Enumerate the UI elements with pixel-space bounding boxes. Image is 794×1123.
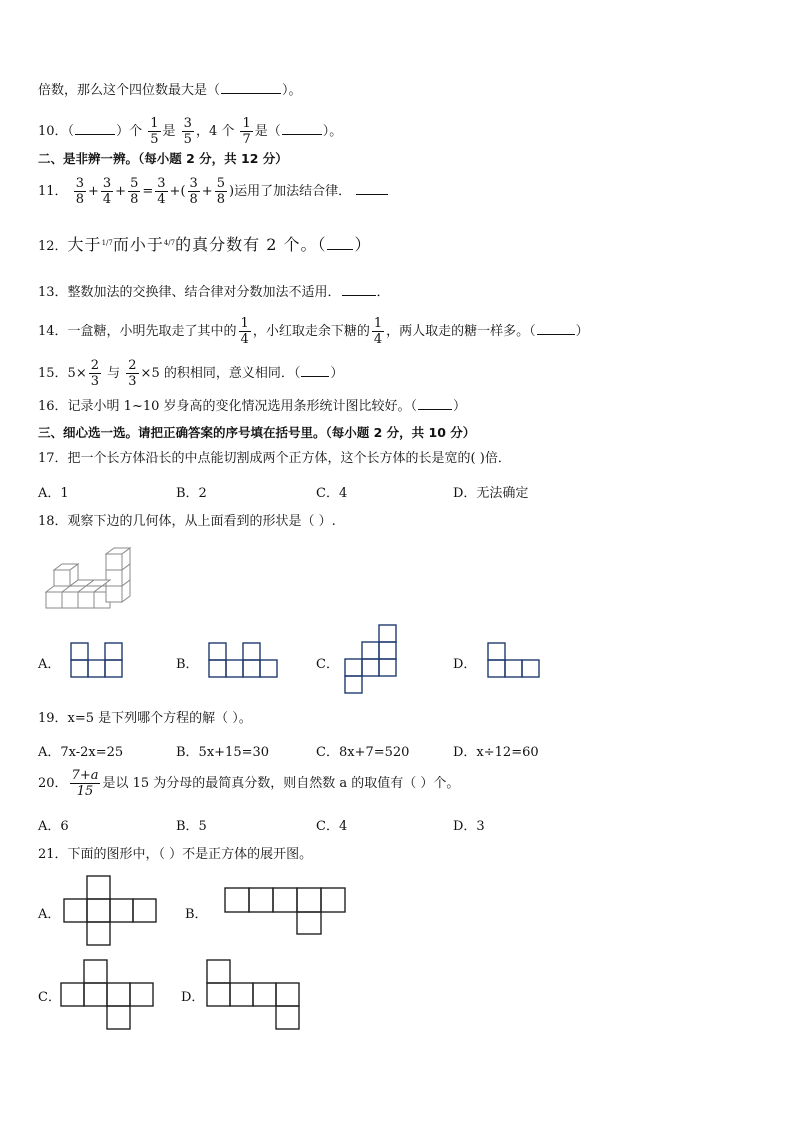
option-d[interactable]: D．x÷12=60 [453, 745, 539, 760]
question-16: 16．记录小明 1~10 岁身高的变化情况选用条形统计图比较好。（ ） [38, 399, 467, 414]
question-12: 12．大于$^{1/7}$而小于$^{4/7}$的真分数有 2 个。（ ） [38, 235, 372, 254]
fraction: $\frac{3}{5}$ [183, 116, 192, 147]
answer-blank[interactable] [537, 333, 575, 335]
option-c[interactable]: C． [38, 990, 61, 1005]
question-9: 倍数，那么这个四位数最大是（ ）。 [38, 83, 302, 98]
option-b[interactable]: B． [176, 657, 199, 672]
fraction: $\frac{1}{7}$ [242, 116, 251, 147]
option-a-net [63, 875, 159, 947]
answer-blank[interactable] [75, 133, 115, 135]
option-d[interactable]: D． [181, 990, 205, 1005]
question-11: 11． $\frac{3}{8}$ + $\frac{3}{4}$ + $\frac{5}{8}$ = $\frac{3}{4}$ +( $\frac{3}{8}$ + $\frac{5}{8}$ )运用了加法结合律． [38, 176, 389, 207]
question-19: 19．x=5 是下列哪个方程的解（ ）。 [38, 711, 252, 726]
question-10: 10．（ ）个 $\frac{1}{5}$ 是 $\frac{3}{5}$ ，4 个 $\frac{1}{7}$ 是（ ）。 [38, 116, 343, 147]
question-13: 13．整数加法的交换律、结合律对分数加法不适用． ． [38, 285, 390, 300]
option-d-shape [487, 642, 543, 680]
option-b[interactable]: B．5x+15=30 [176, 745, 270, 760]
option-d[interactable]: D．无法确定 [453, 486, 529, 501]
option-d[interactable]: D．3 [453, 819, 485, 834]
option-b[interactable]: B． [185, 907, 208, 922]
answer-blank[interactable] [356, 193, 388, 195]
option-a[interactable]: A．1 [38, 486, 69, 501]
question-20: 20． $\frac{7+a}{15}$ 是以 15 为分母的最简真分数，则自然数 a 的取值有（ ）个。 [38, 768, 460, 799]
option-c-shape [344, 624, 400, 696]
answer-blank[interactable] [342, 294, 376, 296]
option-a[interactable]: A． [38, 907, 61, 922]
option-a[interactable]: A．7x-2x=25 [38, 745, 124, 760]
question-14: 14．一盒糖，小明先取走了其中的 $\frac{1}{4}$ ，小红取走余下糖的 $\frac{1}{4}$ ，两人取走的糖一样多。（ ） [38, 316, 589, 347]
answer-blank[interactable] [327, 248, 353, 250]
question-18: 18．观察下边的几何体，从上面看到的形状是（ ）. [38, 514, 336, 529]
answer-blank[interactable] [282, 133, 322, 135]
option-c[interactable]: C．4 [316, 819, 348, 834]
option-c[interactable]: C．8x+7=520 [316, 745, 410, 760]
option-a[interactable]: A． [38, 657, 61, 672]
fraction: $\frac{1}{5}$ [150, 116, 159, 147]
option-c[interactable]: C．4 [316, 486, 348, 501]
question-15: 15．5× $\frac{2}{3}$ 与 $\frac{2}{3}$ ×5 的积相同，意义相同．（ ） [38, 358, 344, 389]
option-c[interactable]: C． [316, 657, 339, 672]
option-d[interactable]: D． [453, 657, 477, 672]
question-21: 21．下面的图形中，（ ）不是正方体的展开图。 [38, 847, 313, 862]
option-b-shape [208, 642, 282, 680]
option-a-shape [70, 642, 126, 680]
section-2-heading: 二、是非辨一辨。（每小题 2 分，共 12 分） [38, 151, 288, 166]
section-3-heading: 三、细心选一选。请把正确答案的序号填在括号里。（每小题 2 分，共 10 分） [38, 425, 476, 440]
answer-blank[interactable] [221, 92, 281, 94]
option-b-net [224, 887, 348, 937]
solid-figure [44, 546, 136, 612]
option-d-net [206, 959, 302, 1031]
option-b[interactable]: B．5 [176, 819, 207, 834]
answer-blank[interactable] [418, 408, 452, 410]
option-a[interactable]: A．6 [38, 819, 69, 834]
option-c-net [60, 959, 156, 1031]
option-b[interactable]: B．2 [176, 486, 207, 501]
answer-blank[interactable] [301, 375, 329, 377]
question-17: 17．把一个长方体沿长的中点能切割成两个正方体，这个长方体的长是宽的( )倍． [38, 451, 511, 466]
